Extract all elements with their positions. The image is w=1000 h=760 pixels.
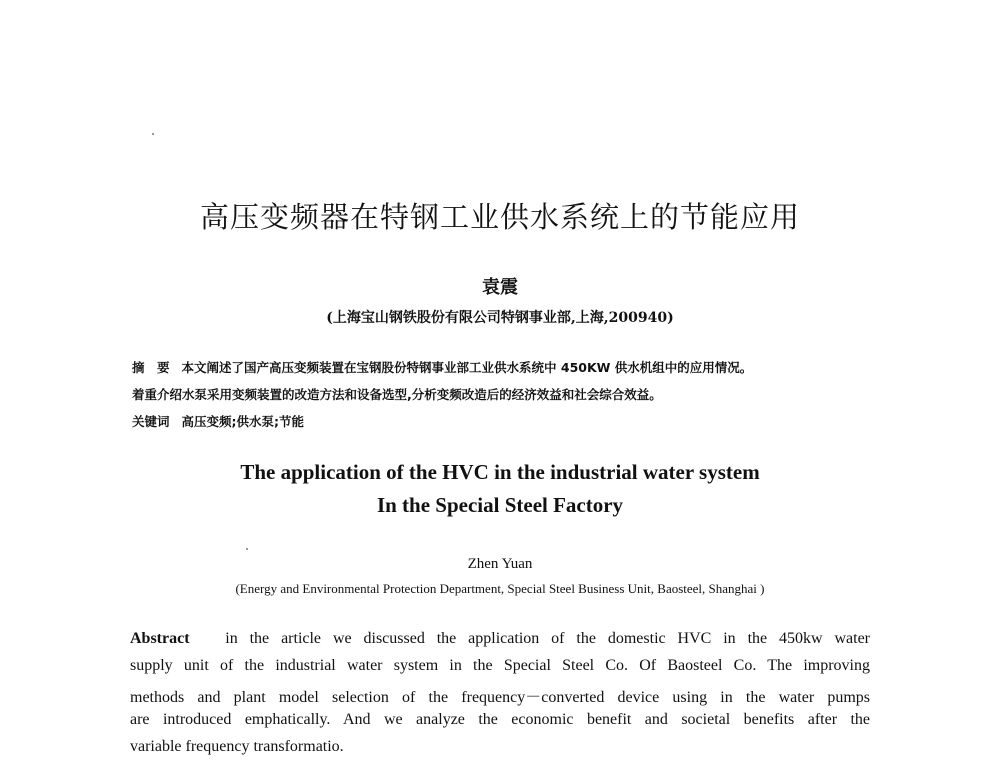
scan-speck	[152, 133, 154, 135]
abstract-en-line: methods and plant model selection of the frequency－converted device using in the water pumps	[130, 689, 870, 706]
english-title-line-1: The application of the HVC in the industrial water system	[240, 460, 760, 484]
keywords-cn-label: 关键词	[132, 414, 170, 429]
keywords-cn-text: 高压变频;供水泵;节能	[181, 414, 305, 429]
abstract-en-text: in the article we discussed the application of the domestic HVC in the 450kw water	[225, 630, 870, 647]
english-title-line-2: In the Special Steel Factory	[376, 493, 624, 517]
page-title: 高压变频器在特钢工业供水系统上的节能应用	[199, 200, 800, 234]
scan-speck	[246, 548, 248, 550]
abstract-en-label: Abstract	[130, 630, 190, 647]
abstract-cn-line: 着重介绍水泵采用变频装置的改造方法和设备选型,分析变频改造后的经济效益和社会综合效益。	[132, 387, 662, 402]
abstract-en-line: are introduced emphatically. And we analyze the economic benefit and societal benefits after the	[130, 711, 870, 728]
affiliation-cn: (上海宝山钢铁股份有限公司特钢事业部,上海,200940)	[326, 310, 674, 326]
abstract-cn-line	[132, 358, 870, 376]
abstract-en-line: variable frequency transformatio.	[130, 738, 344, 755]
abstract-cn-text: 本文阐述了国产高压变频装置在宝钢股份特钢事业部工业供水系统中 450KW 供水机组中的应用情况。	[181, 360, 753, 375]
author-en: Zhen Yuan	[467, 556, 533, 572]
affiliation-en: (Energy and Environmental Protection Department, Special Steel Business Unit, Baosteel, Shanghai )	[235, 581, 765, 596]
author-cn: 袁震	[482, 277, 518, 298]
abstract-en-line: supply unit of the industrial water system in the Special Steel Co. Of Baosteel Co. The improving	[130, 657, 870, 674]
abstract-cn-label: 摘 要	[132, 360, 170, 375]
abstract-en-line	[130, 630, 870, 652]
keywords-cn-line	[132, 412, 870, 430]
